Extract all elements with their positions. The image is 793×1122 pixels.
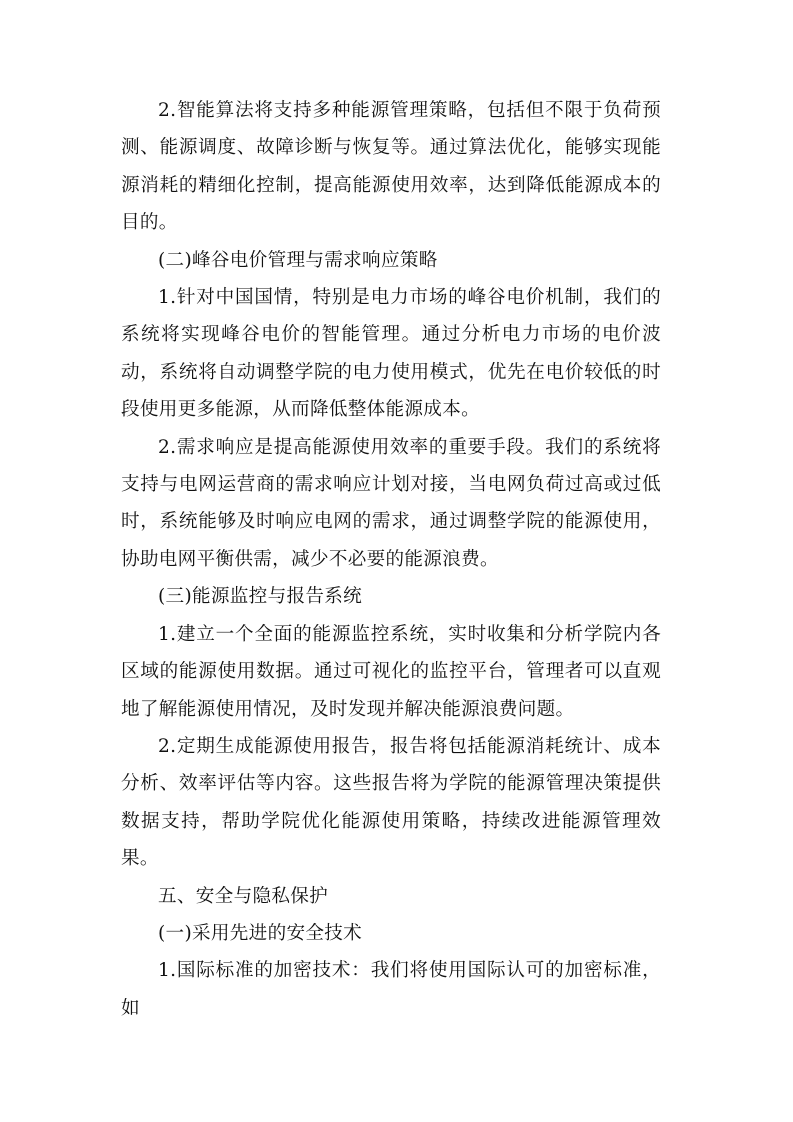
section-heading-energy-monitoring: (三)能源监控与报告系统 [158,586,363,608]
paragraph-demand-response: 2.需求响应是提高能源使用效率的重要手段。我们的系统将支持与电网运营商的需求响应计划对接，当电网负荷过高或过低时，系统能够及时响应电网的需求，通过调整学院的能源使用，协助电网平衡供需，减少不必要的能源浪费。 [121,436,661,570]
section-heading-security-technology: (一)采用先进的安全技术 [158,922,363,944]
section-heading-peak-valley-pricing: (二)峰谷电价管理与需求响应策略 [158,249,438,271]
document-body [121,92,661,1027]
paragraph-smart-algorithm: 2.智能算法将支持多种能源管理策略，包括但不限于负荷预测、能源调度、故障诊断与恢复等。通过算法优化，能够实现能源消耗的精细化控制，提高能源使用效率，达到降低能源成本的目的。 [121,100,661,234]
paragraph-usage-reports: 2.定期生成能源使用报告，报告将包括能源消耗统计、成本分析、效率评估等内容。这些报告将为学院的能源管理决策提供数据支持，帮助学院优化能源使用策略，持续改进能源管理效果。 [121,735,661,870]
paragraph-peak-valley-management: 1.针对中国国情，特别是电力市场的峰谷电价机制，我们的系统将实现峰谷电价的智能管理。通过分析电力市场的电价波动，系统将自动调整学院的电力使用模式，优先在电价较低的时段使用更多能源，从而降低整体能源成本。 [121,287,661,421]
paragraph-encryption-standard: 1.国际标准的加密技术：我们将使用国际认可的加密标准，如 [121,960,661,1019]
chapter-heading-security-privacy: 五、安全与隐私保护 [158,885,329,907]
paragraph-monitoring-system: 1.建立一个全面的能源监控系统，实时收集和分析学院内各区域的能源使用数据。通过可视化的监控平台，管理者可以直观地了解能源使用情况，及时发现并解决能源浪费问题。 [121,623,661,720]
